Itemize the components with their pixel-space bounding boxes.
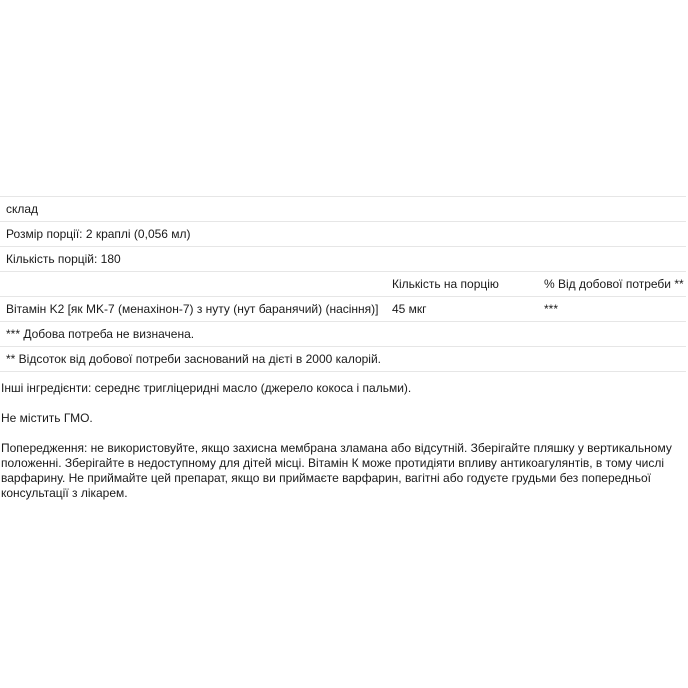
nutrient-amount: 45 мкг [386, 297, 538, 322]
gmo-statement: Не містить ГМО. [1, 411, 93, 425]
header-empty [0, 272, 386, 297]
table-header-row [0, 272, 686, 297]
header-amount: Кількість на порцію [386, 272, 538, 297]
warning-text: Попередження: не використовуйте, якщо захисна мембрана зламана або відсутній. Зберігайте пляшку у вертикальному положенні. Зберігайте в недоступному для дітей місці. Вітамін К може протидіяти впливу антикоагулянтів, в тому числі варфарину. Не приймайте цей препарат, якщо ви приймаєте варфарин, вагітні або годуєте грудьми без попередньої консультації з лікарем. [1, 441, 672, 500]
supplement-facts-table [0, 196, 686, 372]
footnote-daily-value-basis: ** Відсоток від добової потреби заснований на дієті в 2000 калорій. [0, 347, 686, 372]
nutrient-name: Вітамін K2 [як MK-7 (менахінон-7) з нуту (нут баранячий) (насіння)] [0, 297, 386, 322]
product-notes [1, 381, 677, 516]
nutrient-daily-value: *** [538, 297, 686, 322]
footnote-not-established: *** Добова потреба не визначена. [0, 322, 686, 347]
table-row [0, 197, 686, 222]
servings-per-container: Кількість порцій: 180 [0, 247, 686, 272]
table-row [0, 247, 686, 272]
other-ingredients: Інші інгредієнти: середнє тригліцеридні масло (джерело кокоса і пальми). [1, 381, 412, 395]
table-title: склад [0, 197, 686, 222]
table-row [0, 297, 686, 322]
serving-size: Розмір порції: 2 краплі (0,056 мл) [0, 222, 686, 247]
table-row [0, 222, 686, 247]
header-daily-value: % Від добової потреби ** [538, 272, 686, 297]
table-row [0, 347, 686, 372]
table-row [0, 322, 686, 347]
